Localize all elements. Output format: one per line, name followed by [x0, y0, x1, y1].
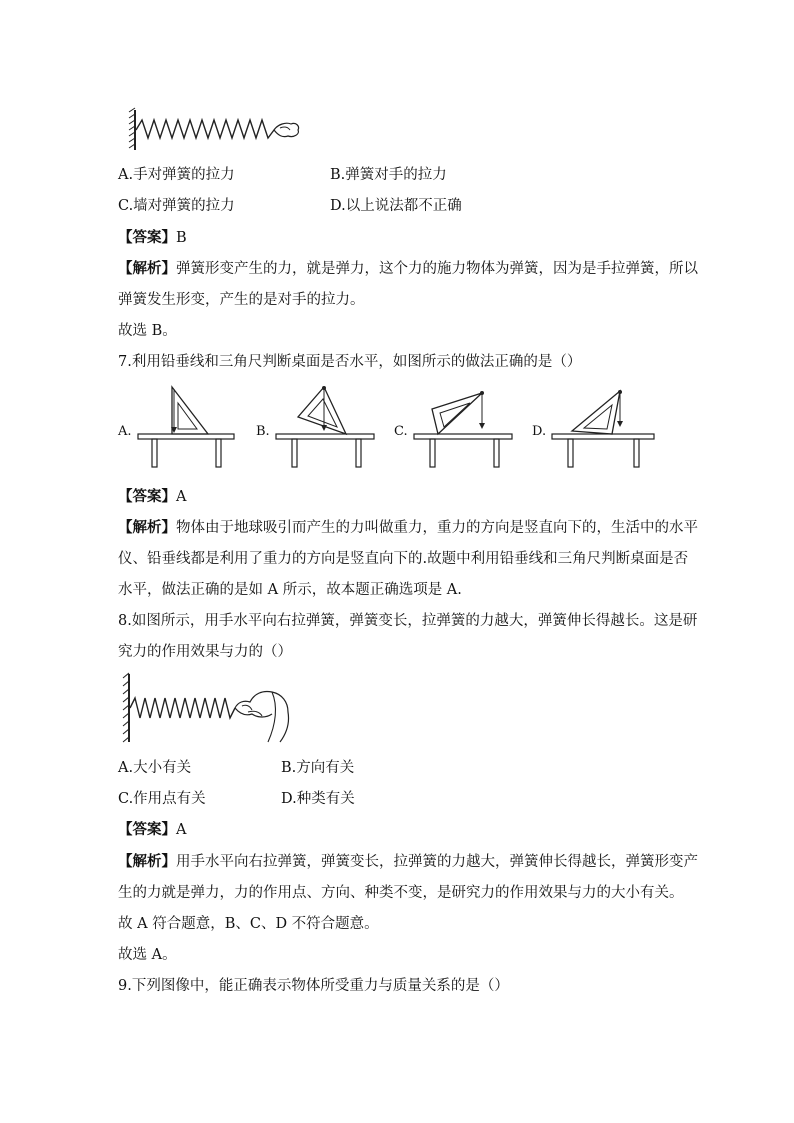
- q8-question-line-2: 究力的作用效果与力的（）: [118, 644, 292, 660]
- q8-option-a: A.大小有关: [118, 760, 192, 776]
- q8-option-b: B.方向有关: [281, 760, 355, 776]
- q6-analysis-line-2: 弹簧发生形变，产生的是对手的拉力。: [118, 292, 365, 308]
- answer-tag: 【答案】: [118, 488, 176, 505]
- q9-question: 9.下列图像中，能正确表示物体所受重力与质量关系的是（）: [118, 978, 509, 994]
- q7-fig-label-a: A.: [118, 424, 132, 439]
- q8-answer: [118, 820, 186, 840]
- q8-analysis-line-1: [118, 852, 698, 872]
- analysis-tag: 【解析】: [118, 519, 176, 536]
- q6-option-b: B.弹簧对手的拉力: [330, 167, 447, 183]
- q7-analysis-line-2: 仪、铅垂线都是利用了重力的方向是竖直向下的.故题中利用铅垂线和三角尺判断桌面是否: [118, 551, 689, 567]
- spring-hand-figure-q8: [122, 672, 297, 744]
- spring-figure-q6: [128, 108, 308, 152]
- q7-answer: [118, 487, 186, 507]
- answer-value: B: [176, 230, 187, 246]
- q7-analysis-line-3: 水平，做法正确的是如 A 所示，故本题正确选项是 A.: [118, 582, 462, 598]
- q8-analysis-line-2: 生的力就是弹力，力的作用点、方向、种类不变，是研究力的作用效果与力的大小有关。: [118, 885, 684, 901]
- q7-fig-label-d: D.: [532, 424, 547, 439]
- q7-fig-label-b: B.: [256, 424, 270, 439]
- answer-tag: 【答案】: [118, 229, 176, 246]
- analysis-tag: 【解析】: [118, 853, 176, 870]
- answer-value: A: [176, 489, 187, 505]
- answer-tag: 【答案】: [118, 821, 176, 838]
- q8-option-c: C.作用点有关: [118, 791, 206, 807]
- plumb-table-figure-b: [276, 385, 378, 470]
- q8-question-line-1: 8.如图所示，用手水平向右拉弹簧，弹簧变长，拉弹簧的力越大，弹簧伸长得越长。这是研: [118, 613, 698, 629]
- q6-option-a: A.手对弹簧的拉力: [118, 167, 235, 183]
- plumb-table-figure-a: [138, 385, 238, 470]
- q7-question: 7.利用铅垂线和三角尺判断桌面是否水平，如图所示的做法正确的是（）: [118, 354, 582, 370]
- q8-conclusion: 故选 A。: [118, 947, 177, 963]
- q6-answer: [118, 228, 187, 248]
- q7-analysis-line-1: [118, 518, 698, 538]
- analysis-text: 弹簧形变产生的力，就是弹力，这个力的施力物体为弹簧，因为是手拉弹簧，所以: [176, 261, 698, 277]
- q6-analysis-line-1: [118, 259, 698, 279]
- q6-option-d: D.以上说法都不正确: [330, 198, 462, 214]
- q6-conclusion: 故选 B。: [118, 323, 177, 339]
- analysis-text: 物体由于地球吸引而产生的力叫做重力，重力的方向是竖直向下的，生活中的水平: [176, 520, 698, 536]
- q8-analysis-line-3: 故 A 符合题意，B、C、D 不符合题意。: [118, 916, 379, 932]
- analysis-tag: 【解析】: [118, 260, 176, 277]
- q7-fig-label-c: C.: [394, 424, 408, 439]
- plumb-table-figure-c: [414, 385, 516, 470]
- q8-option-d: D.种类有关: [281, 791, 355, 807]
- answer-value: A: [176, 822, 187, 838]
- analysis-text: 用手水平向右拉弹簧，弹簧变长，拉弹簧的力越大，弹簧伸长得越长，弹簧形变产: [176, 854, 698, 870]
- q6-option-c: C.墙对弹簧的拉力: [118, 198, 235, 214]
- plumb-table-figure-d: [552, 385, 658, 470]
